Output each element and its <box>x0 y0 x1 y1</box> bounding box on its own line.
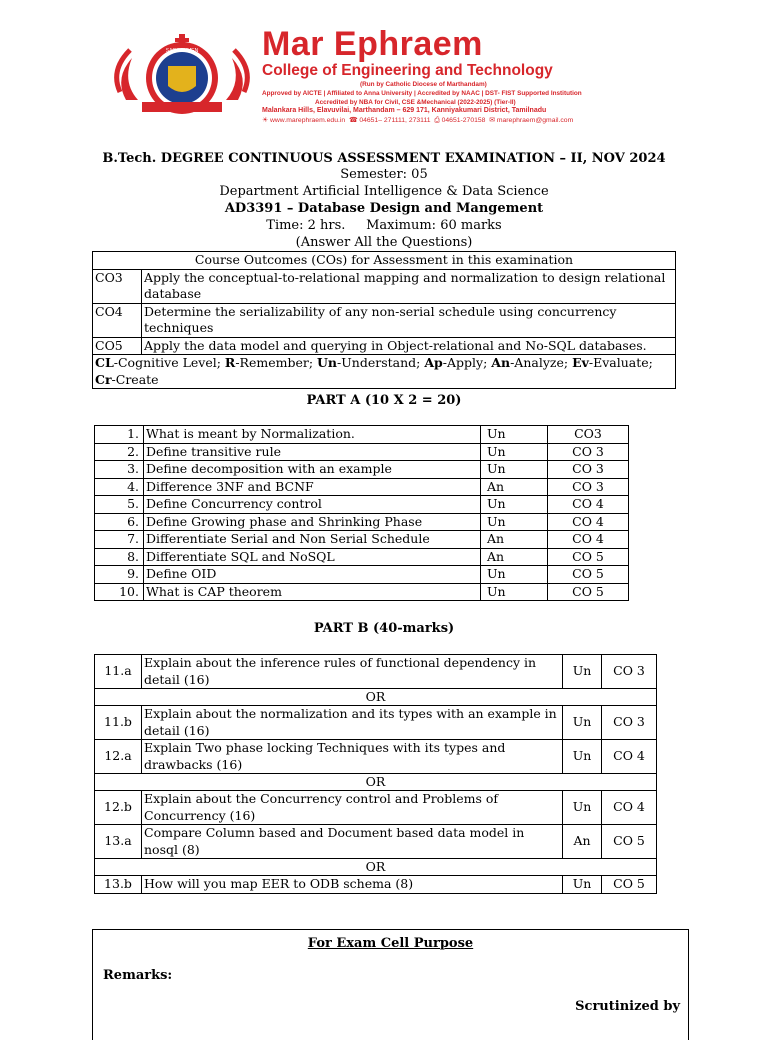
max-marks: Maximum: 60 marks <box>366 218 502 233</box>
or-separator <box>95 689 657 706</box>
run-by-line: (Run by Catholic Diocese of Marthandam) <box>360 81 487 88</box>
question-number: 8. <box>95 548 144 566</box>
question-text: What is meant by Normalization. <box>144 426 481 444</box>
web-icon: ☀ <box>262 117 269 124</box>
cognitive-level: Un <box>481 496 548 514</box>
question-text: How will you map EER to ODB schema (8) <box>142 876 563 894</box>
question-number: 1. <box>95 426 144 444</box>
co-row <box>93 303 676 337</box>
question-number: 7. <box>95 531 144 549</box>
cognitive-level: An <box>481 478 548 496</box>
part-a-row <box>95 513 629 531</box>
course-outcome: CO 3 <box>548 443 629 461</box>
phone: 04651– 271111, 273111 <box>359 117 431 124</box>
cognitive-level: Un <box>563 876 602 894</box>
question-number: 2. <box>95 443 144 461</box>
part-b-row <box>95 740 657 774</box>
part-b-row <box>95 791 657 825</box>
part-a-row <box>95 583 629 601</box>
course-outcome: CO 4 <box>548 531 629 549</box>
exam-cell-title: For Exam Cell Purpose <box>307 936 474 951</box>
fax: 04651-270158 <box>441 117 486 124</box>
question-number: 11.b <box>95 706 142 740</box>
question-text: Differentiate SQL and NoSQL <box>144 548 481 566</box>
website: www.marephraem.edu.in <box>269 117 346 124</box>
question-text: Differentiate Serial and Non Serial Schedule <box>144 531 481 549</box>
cognitive-level: Un <box>481 443 548 461</box>
course-outcome: CO 4 <box>548 513 629 531</box>
part-a-table <box>94 425 629 601</box>
time-marks <box>0 218 768 233</box>
semester: Semester: 05 <box>340 167 428 182</box>
contact-line <box>262 116 573 125</box>
nba-line: Accredited by NBA for Civil, CSE &Mechanical (2022-2025) (Tier-II) <box>315 99 516 106</box>
cognitive-level: An <box>481 548 548 566</box>
course-outcome: CO 4 <box>602 791 657 825</box>
co-text: Apply the data model and querying in Object-relational and No-SQL databases. <box>142 337 676 355</box>
question-text: Define decomposition with an example <box>144 461 481 479</box>
question-text: Explain about the Concurrency control and Problems of Concurrency (16) <box>142 791 563 825</box>
question-text: Explain about the inference rules of functional dependency in detail (16) <box>142 655 563 689</box>
part-b-row <box>95 825 657 859</box>
part-a-row <box>95 461 629 479</box>
phone-icon: ☎ <box>348 117 358 124</box>
co-text: Apply the conceptual-to-relational mapping and normalization to design relational database <box>142 269 676 303</box>
course-outcome: CO 3 <box>602 706 657 740</box>
question-text: Explain Two phase locking Techniques with its types and drawbacks (16) <box>142 740 563 774</box>
course-outcome: CO 5 <box>548 583 629 601</box>
instruction: (Answer All the Questions) <box>295 235 473 250</box>
question-text: Difference 3NF and BCNF <box>144 478 481 496</box>
cognitive-legend: CL-Cognitive Level; R-Remember; Un-Understand; Ap-Apply; An-Analyze; Ev-Evaluate; Cr-Create <box>93 355 676 389</box>
exam-cell-box <box>92 929 689 1040</box>
part-a-row <box>95 548 629 566</box>
question-number: 3. <box>95 461 144 479</box>
remarks-label: Remarks: <box>103 968 173 983</box>
course-title: AD3391 – Database Design and Mangement <box>224 201 544 216</box>
question-text: Define transitive rule <box>144 443 481 461</box>
question-number: 12.b <box>95 791 142 825</box>
course-outcome: CO 5 <box>602 825 657 859</box>
cognitive-level: Un <box>481 426 548 444</box>
question-text: What is CAP theorem <box>144 583 481 601</box>
college-logo-icon <box>112 30 252 122</box>
cognitive-level: An <box>481 531 548 549</box>
co-code: CO5 <box>93 337 142 355</box>
co-row <box>93 269 676 303</box>
co-code: CO3 <box>93 269 142 303</box>
question-text: Define Concurrency control <box>144 496 481 514</box>
or-label: OR <box>95 859 657 876</box>
college-subtitle: College of Engineering and Technology <box>262 62 553 79</box>
cognitive-level: Un <box>481 461 548 479</box>
fax-icon: ⎙ <box>434 117 440 124</box>
email-icon: ✉ <box>489 117 495 124</box>
cognitive-level: An <box>563 825 602 859</box>
question-text: Explain about the normalization and its types with an example in detail (16) <box>142 706 563 740</box>
course-outcome: CO 5 <box>602 876 657 894</box>
cognitive-level: Un <box>481 566 548 584</box>
or-separator <box>95 774 657 791</box>
course-outcome: CO 5 <box>548 566 629 584</box>
question-number: 4. <box>95 478 144 496</box>
part-b-heading: PART B (40-marks) <box>313 621 455 636</box>
cognitive-level: Un <box>481 583 548 601</box>
address-line: Malankara Hills, Elavuvilai, Marthandam – 629 171, Kanniyakumari District, Tamilnadu <box>262 107 547 114</box>
question-number: 13.a <box>95 825 142 859</box>
part-a-row <box>95 531 629 549</box>
question-number: 12.a <box>95 740 142 774</box>
exam-title: B.Tech. DEGREE CONTINUOUS ASSESSMENT EXAMINATION – II, NOV 2024 <box>102 151 666 166</box>
or-label: OR <box>95 689 657 706</box>
question-number: 13.b <box>95 876 142 894</box>
part-a-row <box>95 478 629 496</box>
co-heading: Course Outcomes (COs) for Assessment in this examination <box>93 252 676 270</box>
question-text: Compare Column based and Document based data model in nosql (8) <box>142 825 563 859</box>
course-outcome: CO 3 <box>548 478 629 496</box>
part-a-heading: PART A (10 X 2 = 20) <box>306 393 462 408</box>
time: Time: 2 hrs. <box>266 218 346 233</box>
college-name: Mar Ephraem <box>262 25 483 63</box>
question-number: 5. <box>95 496 144 514</box>
question-number: 9. <box>95 566 144 584</box>
question-text: Define OID <box>144 566 481 584</box>
part-a-row <box>95 496 629 514</box>
part-a-row <box>95 443 629 461</box>
course-outcome: CO 3 <box>548 461 629 479</box>
or-separator <box>95 859 657 876</box>
course-outcome: CO3 <box>548 426 629 444</box>
cognitive-level: Un <box>563 706 602 740</box>
question-number: 11.a <box>95 655 142 689</box>
co-text: Determine the serializability of any non-serial schedule using concurrency techniques <box>142 303 676 337</box>
email: marephraem@gmail.com <box>496 117 574 124</box>
cognitive-level: Un <box>481 513 548 531</box>
question-number: 6. <box>95 513 144 531</box>
question-text: Define Growing phase and Shrinking Phase <box>144 513 481 531</box>
course-outcome: CO 3 <box>602 655 657 689</box>
or-label: OR <box>95 774 657 791</box>
course-outcome: CO 4 <box>548 496 629 514</box>
part-b-row <box>95 876 657 894</box>
co-row <box>93 337 676 355</box>
department: Department Artificial Intelligence & Data Science <box>219 184 549 199</box>
cognitive-level: Un <box>563 791 602 825</box>
part-b-table <box>94 654 657 894</box>
question-number: 10. <box>95 583 144 601</box>
scrutinized-label: Scrutinized by <box>575 999 680 1014</box>
cognitive-level: Un <box>563 740 602 774</box>
course-outcome: CO 4 <box>602 740 657 774</box>
approvals-line: Approved by AICTE | Affiliated to Anna University | Accredited by NAAC | DST- FIST Supported Institution <box>262 90 582 97</box>
logo-motto: SAGA LUMEN <box>165 48 199 54</box>
part-b-row <box>95 655 657 689</box>
cognitive-level: Un <box>563 655 602 689</box>
part-a-row <box>95 426 629 444</box>
course-outcome: CO 5 <box>548 548 629 566</box>
part-a-row <box>95 566 629 584</box>
co-code: CO4 <box>93 303 142 337</box>
part-b-row <box>95 706 657 740</box>
course-outcomes-table <box>92 251 676 389</box>
